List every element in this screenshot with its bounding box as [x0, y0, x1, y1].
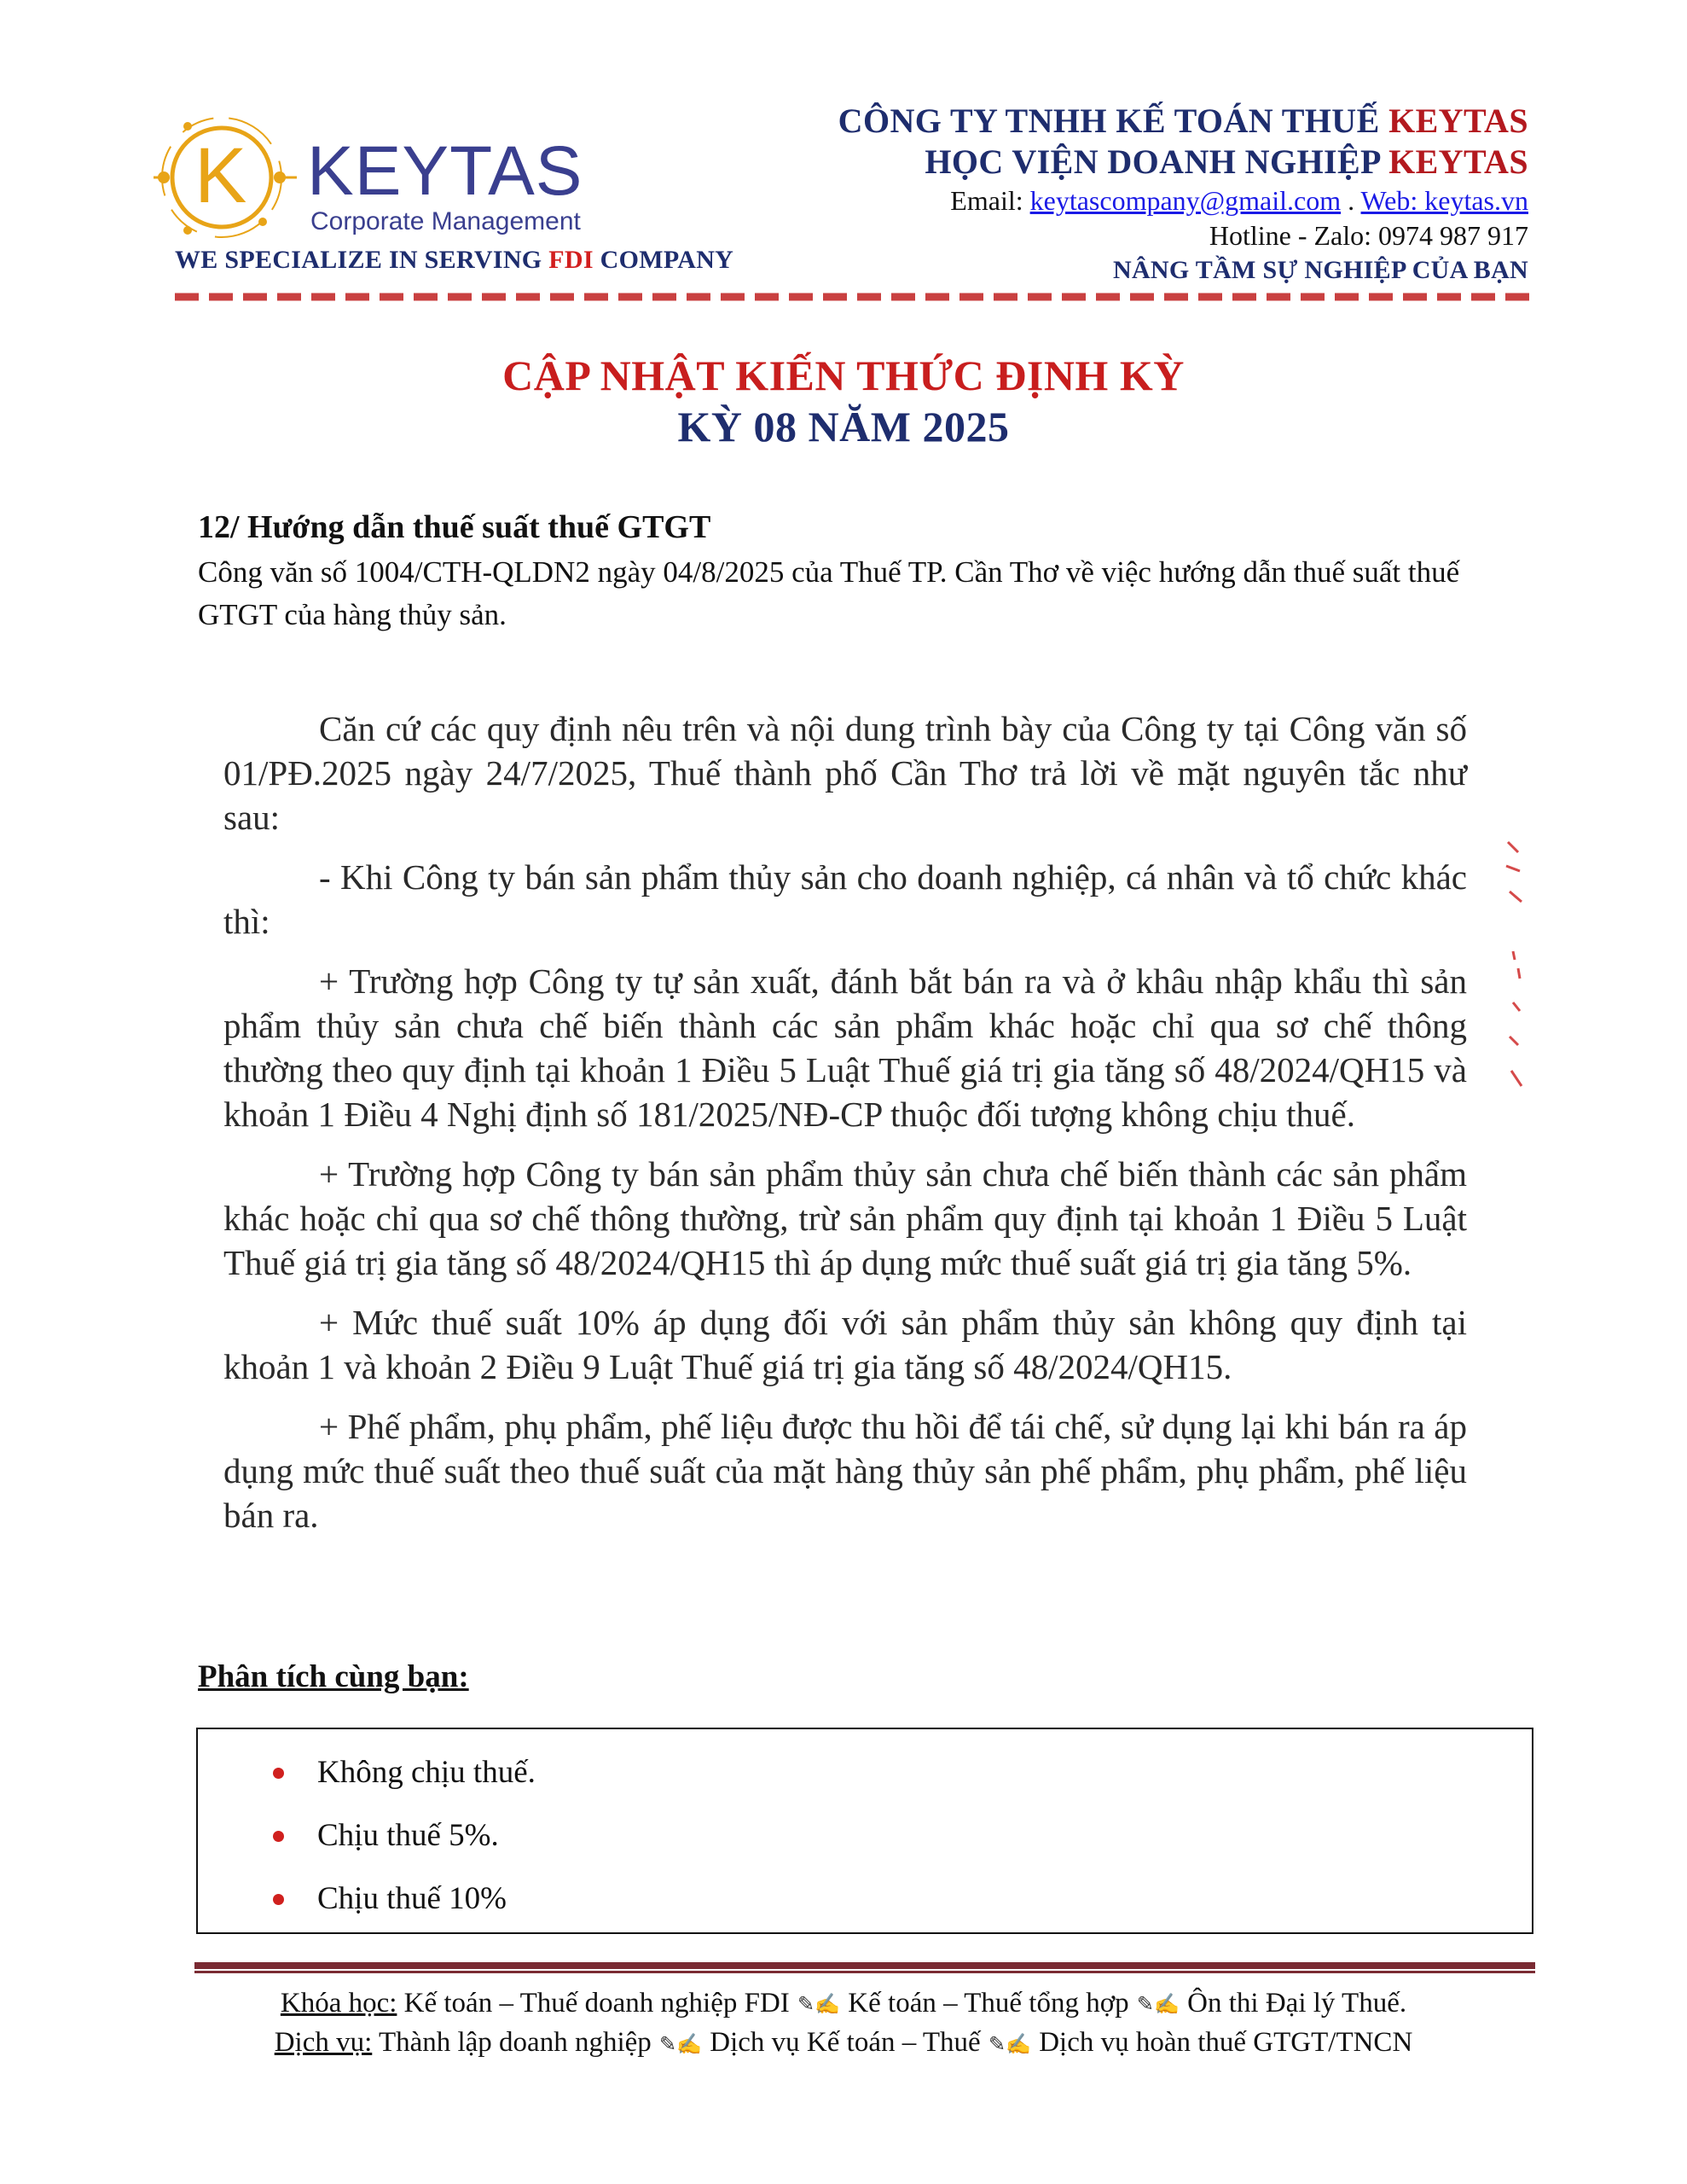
- bullet-icon: [273, 1894, 284, 1905]
- company-info: [838, 101, 1528, 288]
- excerpt-paragraph: + Trường hợp Công ty bán sản phẩm thủy sản chưa chế biến thành các sản phẩm khác hoặc chỉ qua sơ chế thông thường, trừ sản phẩm quy định tại khoản 1 Điều 5 Luật Thuế giá trị gia tăng số 48/2024/QH15 thì áp dụng mức thuế suất giá trị gia tăng 5%.: [223, 1154, 1467, 1282]
- excerpt-paragraph: + Mức thuế suất 10% áp dụng đối với sản phẩm thủy sản không quy định tại khoản 1 và khoản 2 Điều 9 Luật Thuế giá trị gia tăng số 48/2024/QH15.: [223, 1303, 1467, 1386]
- service-item: Dịch vụ hoàn thuế GTGT/TNCN: [1039, 2027, 1413, 2059]
- email-label: Email:: [950, 185, 1030, 216]
- footer: [0, 1984, 1687, 2064]
- web-link[interactable]: Web: keytas.vn: [1360, 185, 1528, 216]
- courses-label: Khóa học:: [280, 1988, 397, 2018]
- company-name-prefix: CÔNG TY TNHH KẾ TOÁN THUẾ: [838, 102, 1389, 140]
- academy-name: [838, 142, 1528, 183]
- pen-separator-icon: ✎✍: [988, 2033, 1031, 2056]
- excerpt-paragraph: + Trường hợp Công ty tự sản xuất, đánh bắt bán ra và ở khâu nhập khẩu thì sản phẩm thủy sản chưa chế biến thành các sản phẩm khác hoặc chỉ qua sơ chế thông thường theo quy định tại khoản 1 Điều 5 Luật Thuế giá trị gia tăng số 48/2024/QH15 và khoản 1 Điều 4 Nghị định số 181/2025/NĐ-CP thuộc đối tượng không chịu thuế.: [223, 961, 1467, 1134]
- title-line-2: KỲ 08 NĂM 2025: [677, 403, 1010, 450]
- pen-separator-icon: ✎✍: [1136, 1994, 1180, 2017]
- excerpt-paragraph: + Phế phẩm, phụ phẩm, phế liệu được thu hồi để tái chế, sử dụng lại khi bán ra áp dụng mức thuế suất theo thuế suất của mặt hàng thủy sản phế phẩm, phụ phẩm, phế liệu bán ra.: [223, 1407, 1467, 1535]
- company-name: [838, 101, 1528, 142]
- title-line-1: CẬP NHẬT KIẾN THỨC ĐỊNH KỲ: [502, 351, 1185, 399]
- company-slogan: NÂNG TẦM SỰ NGHIỆP CỦA BẠN: [1112, 256, 1528, 284]
- contact-line: [838, 183, 1528, 218]
- page-title: [0, 350, 1687, 452]
- analysis-item: [198, 1804, 1532, 1867]
- footer-divider: [194, 1962, 1535, 1974]
- analysis-item: [198, 1741, 1532, 1804]
- company-logo: [154, 111, 597, 247]
- brand-name: KEYTAS: [307, 132, 583, 210]
- analysis-item-text: Không chịu thuế.: [317, 1755, 536, 1790]
- excerpt-paragraph: Căn cứ các quy định nêu trên và nội dung trình bày của Công ty tại Công văn số 01/PĐ.2025 ngày 24/7/2025, Thuế thành phố Cần Thơ trả lời về mặt nguyên tắc như sau:: [223, 709, 1467, 837]
- section-intro: Công văn số 1004/CTH-QLDN2 ngày 04/8/2025 của Thuế TP. Cần Thơ về việc hướng dẫn thuế suất thuế GTGT của hàng thủy sản.: [198, 555, 1460, 631]
- footer-courses: [0, 1984, 1687, 2024]
- footer-services: [0, 2024, 1687, 2063]
- bullet-icon: [273, 1768, 284, 1779]
- footer-divider-thin: [194, 1971, 1535, 1973]
- web-separator: .: [1341, 185, 1361, 216]
- company-name-brand: KEYTAS: [1388, 102, 1528, 140]
- course-item: Kế toán – Thuế doanh nghiệp FDI: [403, 1988, 790, 2018]
- analysis-heading: Phân tích cùng bạn:: [198, 1659, 469, 1694]
- pen-separator-icon: ✎✍: [659, 2033, 703, 2056]
- specialize-suffix: COMPANY: [593, 246, 734, 274]
- hotline: Hotline - Zalo: 0974 987 917: [1209, 220, 1528, 251]
- email-link[interactable]: keytascompany@gmail.com: [1029, 185, 1342, 216]
- specialize-highlight: FDI: [548, 246, 594, 274]
- logo-letter: K: [194, 132, 247, 219]
- analysis-list: [198, 1729, 1532, 1931]
- analysis-item: [198, 1867, 1532, 1931]
- specialize-prefix: WE SPECIALIZE IN SERVING: [175, 246, 549, 274]
- service-item: Dịch vụ Kế toán – Thuế: [710, 2027, 981, 2059]
- footer-divider-thick: [194, 1962, 1535, 1969]
- analysis-item-text: Chịu thuế 10%: [317, 1881, 507, 1916]
- section-heading: 12/ Hướng dẫn thuế suất thuế GTGT: [198, 509, 711, 545]
- brand-tagline: Corporate Management: [310, 207, 581, 235]
- pen-separator-icon: ✎✍: [797, 1994, 841, 2017]
- specialize-slogan: [175, 246, 733, 275]
- analysis-box: [196, 1728, 1533, 1934]
- course-item: Ôn thi Đại lý Thuế.: [1187, 1988, 1407, 2018]
- excerpt-paragraph: - Khi Công ty bán sản phẩm thủy sản cho doanh nghiệp, cá nhân và tổ chức khác thì:: [223, 857, 1467, 941]
- academy-name-brand: KEYTAS: [1388, 142, 1528, 181]
- bullet-icon: [273, 1831, 284, 1842]
- analysis-item-text: Chịu thuế 5%.: [317, 1818, 499, 1853]
- academy-name-prefix: HỌC VIỆN DOANH NGHIỆP: [925, 142, 1389, 181]
- scanned-excerpt: [223, 706, 1467, 1553]
- services-label: Dịch vụ:: [274, 2027, 373, 2059]
- service-item: Thành lập doanh nghiệp: [378, 2027, 652, 2059]
- header-divider: [175, 292, 1535, 302]
- course-item: Kế toán – Thuế tổng hợp: [848, 1988, 1129, 2018]
- scan-stamp-marks: [1501, 840, 1535, 1105]
